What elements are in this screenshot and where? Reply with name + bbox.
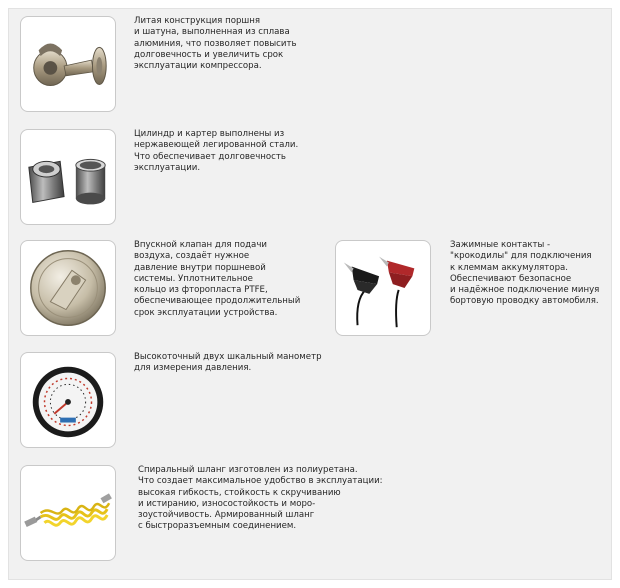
cylinder-sleeve-icon bbox=[20, 129, 116, 225]
clamps-description-line: бортовую проводку автомобиля. bbox=[450, 296, 599, 307]
clamps-description-line: и надёжное подключение минуя bbox=[450, 285, 600, 296]
hose-description-line: Что создает максимальное удобство в эксплуатации: bbox=[138, 476, 383, 487]
piston-description-line: долговечность и увеличить срок bbox=[134, 49, 284, 60]
clamps-description-line: Зажимные контакты - bbox=[450, 240, 551, 250]
valve-description-line: системы. Уплотнительное bbox=[134, 273, 253, 284]
cylinder-description-line: Что обеспечивает долговечность bbox=[134, 151, 286, 162]
clamps-description-line: к клеммам аккумулятора. bbox=[450, 262, 569, 273]
pressure-gauge-icon bbox=[20, 352, 116, 448]
gauge-description-line: для измерения давления. bbox=[134, 363, 252, 374]
hose-description-line: Спиральный шланг изготовлен из полиуретана. bbox=[138, 465, 358, 475]
hose-description-line: зоустойчивость. Армированный шланг bbox=[138, 510, 315, 521]
alligator-clips-icon bbox=[335, 240, 431, 336]
valve-description bbox=[134, 240, 300, 319]
piston-rod-icon bbox=[20, 16, 116, 112]
spiral-hose-icon bbox=[20, 465, 116, 561]
valve-description-line: Впускной клапан для подачи bbox=[134, 240, 267, 250]
cylinder-description bbox=[134, 129, 298, 174]
piston-description-line: и шатуна, выполненная из сплава bbox=[134, 27, 290, 38]
clamps-description-line: Обеспечивают безопасное bbox=[450, 273, 572, 284]
clamps-description bbox=[450, 240, 599, 308]
valve-description-line: обеспечивающее продолжительный bbox=[134, 296, 301, 307]
hose-description-line: и истиранию, износостойкость и моро- bbox=[138, 498, 316, 509]
piston-description-line: эксплуатации компрессора. bbox=[134, 61, 262, 72]
cylinder-description-line: Цилиндр и картер выполнены из bbox=[134, 129, 285, 139]
valve-description-line: давление внутри поршневой bbox=[134, 262, 266, 273]
hose-description bbox=[138, 465, 383, 533]
cylinder-description-line: нержавеющей легированной стали. bbox=[134, 140, 299, 151]
hose-description-line: высокая гибкость, стойкость к скручиванию bbox=[138, 487, 341, 498]
valve-description-line: кольцо из фторопласта PTFE, bbox=[134, 285, 268, 296]
intake-valve-icon bbox=[20, 240, 116, 336]
clamps-description-line: "крокодилы" для подключения bbox=[450, 251, 592, 262]
gauge-description bbox=[134, 352, 322, 375]
gauge-description-line: Высокоточный двух шкальный манометр bbox=[134, 352, 322, 362]
cylinder-description-line: эксплуатации. bbox=[134, 162, 201, 173]
piston-description-line: Литая конструкция поршня bbox=[134, 16, 261, 26]
valve-description-line: воздуха, создаёт нужное bbox=[134, 251, 250, 262]
piston-description-line: алюминия, что позволяет повысить bbox=[134, 38, 297, 49]
hose-description-line: с быстроразъемным соединением. bbox=[138, 521, 297, 532]
piston-description bbox=[134, 16, 297, 72]
valve-description-line: срок эксплуатации устройства. bbox=[134, 307, 278, 318]
